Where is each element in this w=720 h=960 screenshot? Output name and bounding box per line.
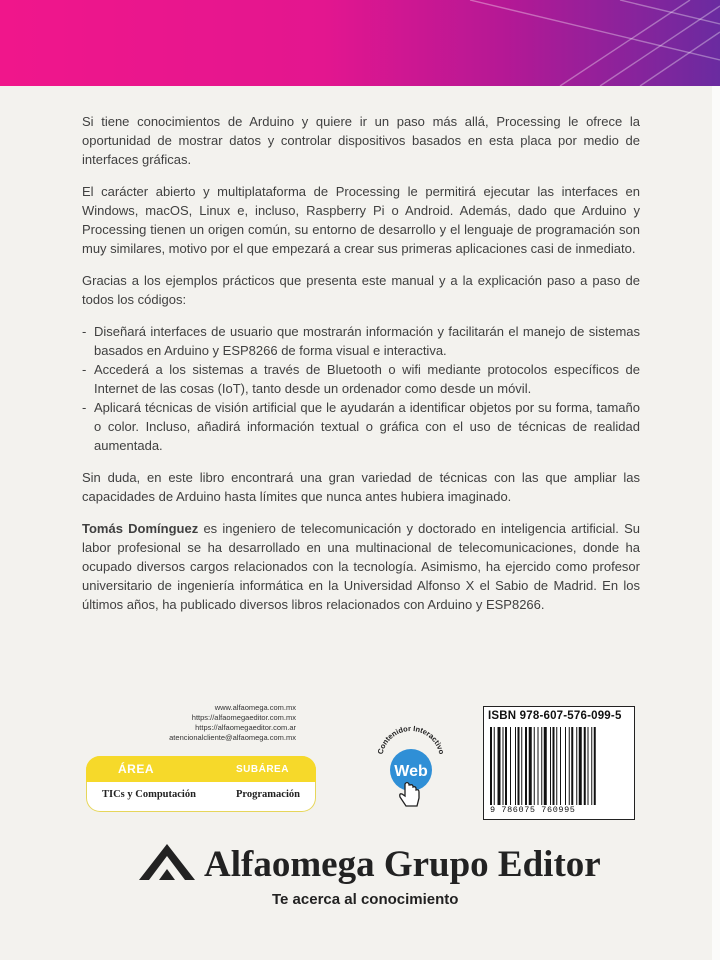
barcode-bar [490, 727, 492, 805]
author-bio-text: es ingeniero de telecomunicación y doctorado en inteligencia artificial. Su labor profesional se ha desarrollado en una multinacional de telecomunicaciones, donde ha ocupado diversos cargos relacionados con la tecnología. Asimismo, ha ejercido como profesor universitario de ingeniería informática en la Universidad Alfonso X el Sabio de Madrid. En los últimos años, ha publicado diversos libros relacionados con Arduino y ESP8266. [82, 521, 640, 612]
closing-paragraph: Sin duda, en este libro encontrará una gran variedad de técnicas con las que ampliar las capacidades de Arduino hasta límites que nunca antes hubiera imaginado. [82, 470, 640, 504]
url-line: https://alfaomegaeditor.com.mx [191, 713, 296, 722]
feature-list [82, 322, 640, 455]
barcode-bar [584, 727, 586, 805]
barcode-bar [556, 727, 557, 805]
barcode-bar [579, 727, 582, 805]
publisher-name: Alfaomega Grupo Editor [204, 844, 601, 885]
barcode-bar [503, 727, 504, 805]
intro-paragraph: Gracias a los ejemplos prácticos que presenta este manual y a la explicación paso a paso de todos los códigos: [82, 273, 640, 307]
barcode-bar [569, 727, 570, 805]
intro-paragraph: Si tiene conocimientos de Arduino y quiere ir un paso más allá, Processing le ofrece la oportunidad de mostrar datos y controlar dispositivos basados en esta placa por medio de interfaces gráficas. [82, 114, 640, 167]
barcode-digits: 9 786075 760995 [490, 805, 576, 815]
barcode-bar [588, 727, 589, 805]
badge-label: Web [394, 763, 428, 780]
list-item: - Accederá a los sistemas a través de Bluetooth o wifi mediante protocolos específicos de Internet de las cosas (IoT), tanto desde un ordenador como desde un móvil. [82, 360, 640, 398]
author-name: Tomás Domínguez [82, 521, 199, 536]
author-bio [82, 519, 640, 614]
barcode-bar [591, 727, 592, 805]
barcode-bar [515, 727, 516, 805]
area-value: TICs y Computación [102, 789, 196, 800]
publisher-contacts [128, 703, 296, 743]
isbn-barcode [483, 706, 635, 820]
barcode-bar [550, 727, 551, 805]
barcode-bar [498, 727, 501, 805]
isbn-number: ISBN 978-607-576-099-5 [488, 710, 622, 722]
top-color-band [0, 0, 720, 86]
url-line: www.alfaomega.com.mx [214, 703, 296, 712]
area-title: ÁREA [118, 762, 155, 776]
back-cover-text [82, 112, 640, 627]
barcode-bar [534, 727, 535, 805]
barcode-bar [529, 727, 532, 805]
decorative-lines-icon [0, 0, 720, 86]
list-item: - Aplicará técnicas de visión artificial que le ayudarán a identificar objetos por su forma, tamaño o color. Incluso, añadirá información textual o gráfica con el uso de técnicas de realidad aumentada. [82, 398, 640, 455]
url-line: https://alfaomegaeditor.com.ar [195, 723, 296, 732]
alfaomega-logo-icon [137, 842, 197, 882]
list-item: - Diseñará interfaces de usuario que mostrarán información y facilitarán el manejo de sistemas basados en Arduino y ESP8266 de forma visual e interactiva. [82, 322, 640, 360]
web-content-badge [374, 722, 448, 814]
page-edge [712, 86, 720, 960]
barcode-bar [518, 727, 520, 805]
subarea-value: Programación [236, 789, 300, 800]
barcode-bar [544, 727, 547, 805]
barcode-bar [538, 727, 539, 805]
barcode-bar [560, 727, 561, 805]
barcode-bar [576, 727, 577, 805]
barcode-bar [594, 727, 596, 805]
barcode-bar [525, 727, 527, 805]
web-icon [374, 722, 448, 814]
subarea-title: SUBÁREA [236, 764, 289, 775]
barcode-bar [505, 727, 507, 805]
url-line: atencionalcliente@alfaomega.com.mx [169, 733, 296, 742]
subject-area-label [86, 756, 316, 812]
publisher-tagline: Te acerca al conocimiento [272, 891, 459, 908]
barcode-bar [565, 727, 566, 805]
intro-paragraph: El carácter abierto y multiplataforma de Processing le permitirá ejecutar las interfaces en Windows, macOS, Linux e, incluso, Raspberry Pi o Android. Además, dado que Arduino y Processing tienen un origen común, su entorno de desarrollo y el lenguaje de programación son muy similares, motivo por el que empezará a crear sus primeras aplicaciones casi de inmediato. [82, 184, 640, 256]
barcode-bar [521, 727, 522, 805]
barcode-bar [553, 727, 555, 805]
barcode-icon [490, 727, 628, 805]
barcode-bar [510, 727, 511, 805]
barcode-bar [541, 727, 542, 805]
barcode-bar [571, 727, 573, 805]
badge-arc-text: Contenidor Interactivo [375, 723, 447, 756]
barcode-bar [494, 727, 495, 805]
